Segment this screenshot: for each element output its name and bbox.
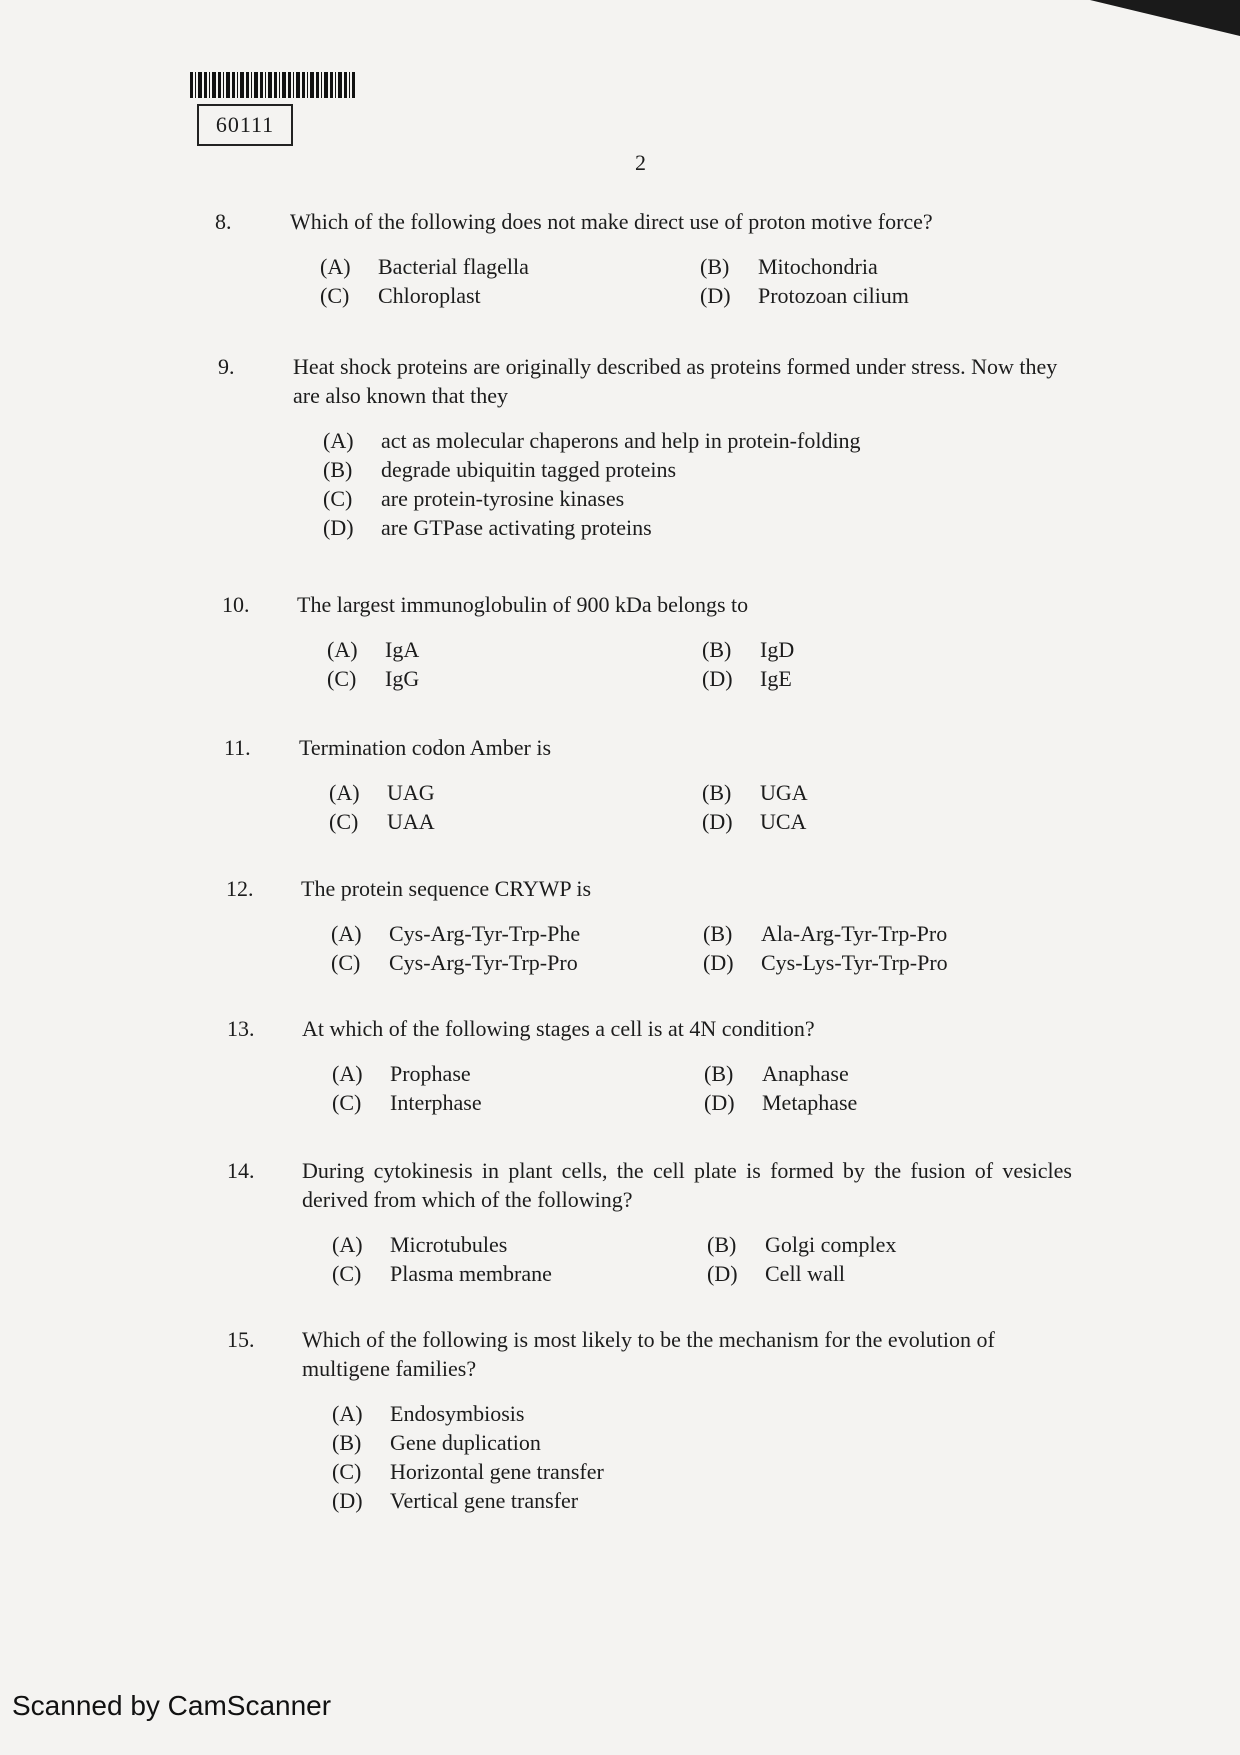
option-d: (D) Protozoan cilium xyxy=(700,283,909,308)
option-d: (D) are GTPase activating proteins xyxy=(323,515,652,540)
question-15 xyxy=(227,1325,1082,1515)
option-c: (C) UAA xyxy=(329,809,435,834)
question-11 xyxy=(224,733,1089,836)
question-stem: During cytokinesis in plant cells, the cell plate is formed by the fusion of vesicles derived from which of the following? xyxy=(302,1158,1072,1212)
option-d: (D) IgE xyxy=(702,666,792,691)
options-list xyxy=(332,1399,1082,1515)
option-d: (D) Cys-Lys-Tyr-Trp-Pro xyxy=(703,950,948,975)
question-number: 9. xyxy=(218,354,235,379)
question-stem: At which of the following stages a cell is at 4N condition? xyxy=(302,1016,815,1041)
option-b: (B) Ala-Arg-Tyr-Trp-Pro xyxy=(703,921,948,946)
question-stem: Heat shock proteins are originally described as proteins formed under stress. Now they are also known that they xyxy=(293,354,1058,408)
question-number: 13. xyxy=(227,1016,255,1041)
option-a: (A) IgA xyxy=(327,637,420,662)
question-stem: The largest immunoglobulin of 900 kDa belongs to xyxy=(297,592,749,617)
option-b: (B) Anaphase xyxy=(704,1061,849,1086)
question-stem: Which of the following is most likely to be the mechanism for the evolution of multigene families? xyxy=(302,1327,995,1381)
option-b: (B) degrade ubiquitin tagged proteins xyxy=(323,457,677,482)
barcode xyxy=(190,72,355,98)
options-list xyxy=(323,426,1083,542)
option-c: (C) Cys-Arg-Tyr-Trp-Pro xyxy=(331,950,578,975)
option-d: (D) UCA xyxy=(702,809,807,834)
option-d: (D) Cell wall xyxy=(707,1261,846,1286)
option-a: (A) Cys-Arg-Tyr-Trp-Phe xyxy=(331,921,581,946)
options-grid xyxy=(331,919,1091,977)
option-b: (B) Golgi complex xyxy=(707,1232,897,1257)
question-number: 14. xyxy=(227,1158,255,1183)
options-grid xyxy=(332,1059,1092,1117)
option-c: (C) are protein-tyrosine kinases xyxy=(323,486,625,511)
page-number: 2 xyxy=(635,150,646,175)
option-b: (B) Mitochondria xyxy=(700,254,878,279)
question-9 xyxy=(218,352,1083,542)
option-b: (B) Gene duplication xyxy=(332,1430,541,1455)
question-stem: The protein sequence CRYWP is xyxy=(301,876,592,901)
question-number: 15. xyxy=(227,1327,255,1352)
options-grid xyxy=(332,1230,1072,1288)
option-a: (A) Bacterial flagella xyxy=(320,254,529,279)
question-number: 12. xyxy=(226,876,254,901)
question-number: 10. xyxy=(222,592,250,617)
option-a: (A) Endosymbiosis xyxy=(332,1401,525,1426)
option-b: (B) IgD xyxy=(702,637,795,662)
question-13 xyxy=(227,1014,1092,1117)
question-8 xyxy=(215,207,1080,310)
option-a: (A) act as molecular chaperons and help in protein-folding xyxy=(323,428,861,453)
option-a: (A) UAG xyxy=(329,780,435,805)
option-c: (C) Plasma membrane xyxy=(332,1261,552,1286)
option-d: (D) Metaphase xyxy=(704,1090,858,1115)
page-corner-shadow xyxy=(1090,0,1240,36)
question-stem: Which of the following does not make direct use of proton motive force? xyxy=(290,209,933,234)
question-12 xyxy=(226,874,1091,977)
option-a: (A) Microtubules xyxy=(332,1232,508,1257)
option-b: (B) UGA xyxy=(702,780,808,805)
options-grid xyxy=(327,635,1087,693)
option-c: (C) Interphase xyxy=(332,1090,482,1115)
question-number: 11. xyxy=(224,735,251,760)
option-c: (C) IgG xyxy=(327,666,420,691)
question-14 xyxy=(227,1156,1072,1288)
paper-code-box: 60111 xyxy=(197,104,293,146)
scanner-watermark: Scanned by CamScanner xyxy=(12,1690,332,1721)
option-c: (C) Chloroplast xyxy=(320,283,481,308)
options-grid xyxy=(320,252,1080,310)
option-d: (D) Vertical gene transfer xyxy=(332,1488,579,1513)
question-number: 8. xyxy=(215,209,232,234)
question-10 xyxy=(222,590,1087,693)
option-c: (C) Horizontal gene transfer xyxy=(332,1459,604,1484)
option-a: (A) Prophase xyxy=(332,1061,471,1086)
options-grid xyxy=(329,778,1089,836)
question-stem: Termination codon Amber is xyxy=(299,735,552,760)
